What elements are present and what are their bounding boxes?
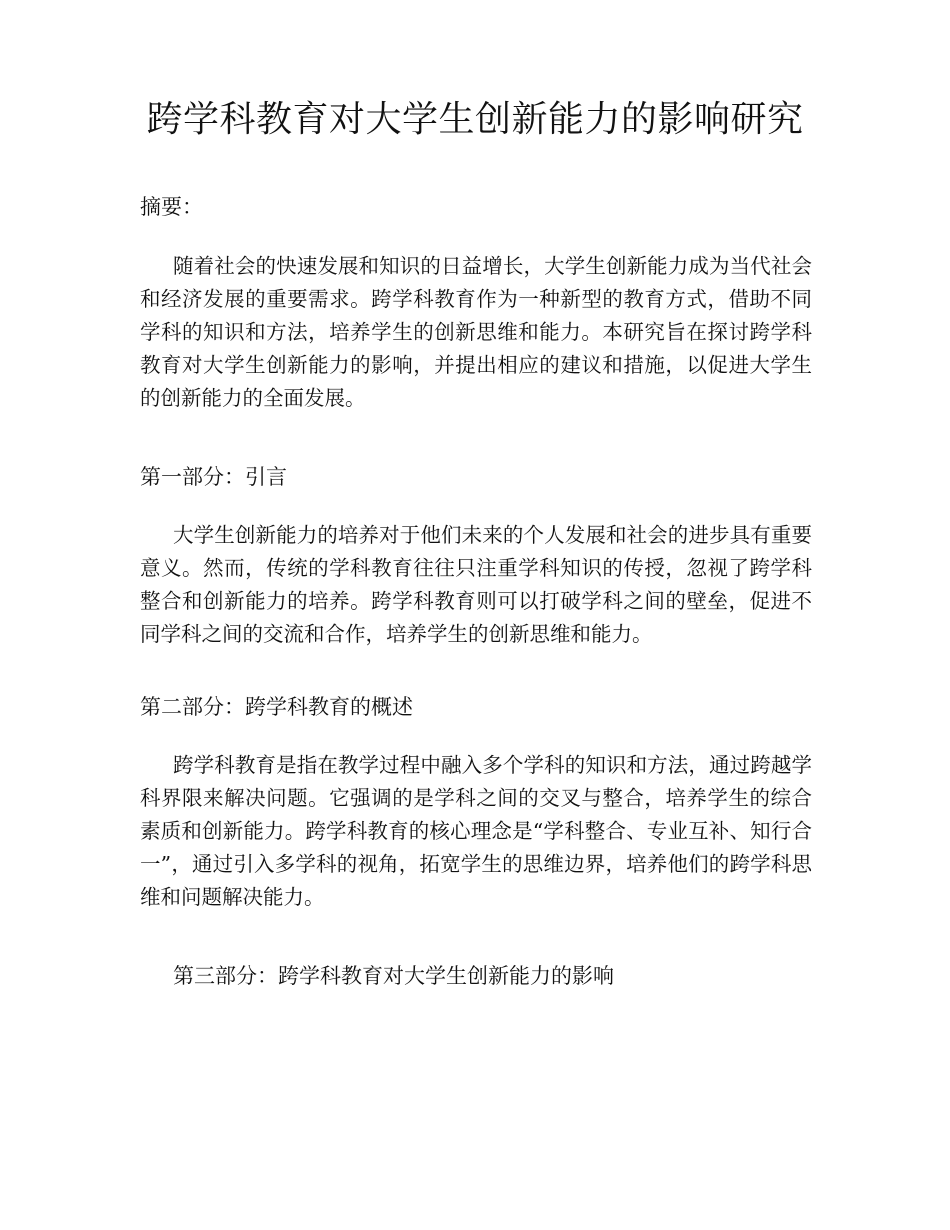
section1-heading: 第一部分：引言: [140, 465, 287, 489]
section1-paragraph: 大学生创新能力的培养对于他们未来的个人发展和社会的进步具有重要意义。然而，传统的学科教育往往只注重学科知识的传授，忽视了跨学科整合和创新能力的培养。跨学科教育则可以打破学科之间的壁垒，促进不同学科之间的交流和合作，培养学生的创新思维和能力。: [140, 523, 812, 646]
section2-paragraph: 跨学科教育是指在教学过程中融入多个学科的知识和方法，通过跨越学科界限来解决问题。它强调的是学科之间的交叉与整合，培养学生的综合素质和创新能力。跨学科教育的核心理念是“学科整合、专业互补、知行合一”，通过引入多学科的视角，拓宽学生的思维边界，培养他们的跨学科思维和问题解决能力。: [140, 753, 812, 909]
document-title: 跨学科教育对大学生创新能力的影响研究: [146, 99, 804, 140]
abstract-label: 摘要：: [140, 195, 203, 219]
section3-heading: 第三部分：跨学科教育对大学生创新能力的影响: [173, 964, 614, 988]
section2-heading: 第二部分：跨学科教育的概述: [140, 695, 413, 719]
abstract-paragraph: 随着社会的快速发展和知识的日益增长，大学生创新能力成为当代社会和经济发展的重要需求。跨学科教育作为一种新型的教育方式，借助不同学科的知识和方法，培养学生的创新思维和能力。本研究旨在探讨跨学科教育对大学生创新能力的影响，并提出相应的建议和措施，以促进大学生的创新能力的全面发展。: [140, 254, 812, 410]
